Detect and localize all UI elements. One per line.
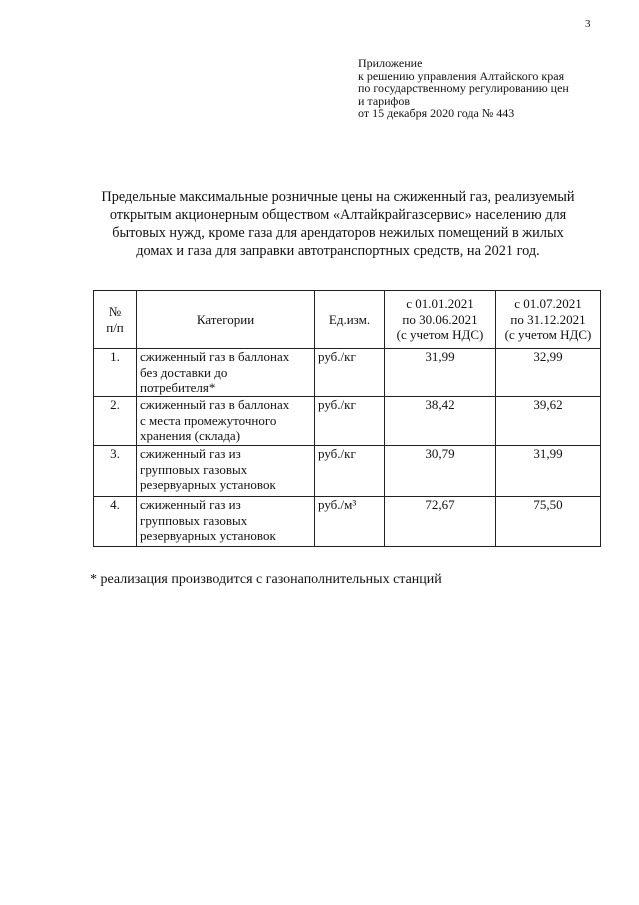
cell-price2: 31,99 <box>496 446 601 497</box>
header-num: № п/п <box>94 291 137 349</box>
price-table <box>93 290 601 547</box>
cell-unit: руб./кг <box>315 349 385 397</box>
cell-num: 3. <box>94 446 137 497</box>
cell-price1: 38,42 <box>385 397 496 446</box>
header-period1: с 01.01.2021 по 30.06.2021 (с учетом НДС) <box>385 291 496 349</box>
cell-category: сжиженный газ из групповых газовых резервуарных установок <box>137 446 315 497</box>
cell-unit: руб./кг <box>315 397 385 446</box>
appendix-header <box>358 57 569 120</box>
appendix-line: и тарифов <box>358 93 411 108</box>
appendix-line: по государственному регулированию цен <box>358 81 569 95</box>
table-row <box>94 349 601 397</box>
title-line: бытовых нужд, кроме газа для арендаторов нежилых помещений в жилых <box>112 225 564 241</box>
table-row <box>94 497 601 547</box>
cell-price1: 31,99 <box>385 349 496 397</box>
page-number: 3 <box>585 18 591 30</box>
table-row <box>94 397 601 446</box>
table-row <box>94 446 601 497</box>
title-line: домах и газа для заправки автотранспортных средств, на 2021 год. <box>136 243 540 259</box>
cell-price1: 30,79 <box>385 446 496 497</box>
title-line: открытым акционерным обществом «Алтайкрайгазсервис» населению для <box>109 207 567 223</box>
cell-category: сжиженный газ в баллонах с места промежуточного хранения (склада) <box>137 397 315 446</box>
appendix-line: к решению управления Алтайского края <box>358 68 565 83</box>
header-category: Категории <box>137 291 315 349</box>
cell-unit: руб./кг <box>315 446 385 497</box>
cell-unit: руб./м³ <box>315 497 385 547</box>
cell-num: 1. <box>94 349 137 397</box>
cell-category: сжиженный газ из групповых газовых резервуарных установок <box>137 497 315 547</box>
cell-num: 2. <box>94 397 137 446</box>
cell-price2: 39,62 <box>496 397 601 446</box>
footnote: * реализация производится с газонаполнительных станций <box>90 572 442 587</box>
appendix-line: Приложение <box>358 56 423 70</box>
cell-price2: 75,50 <box>496 497 601 547</box>
table-header-row <box>94 291 601 349</box>
cell-num: 4. <box>94 497 137 547</box>
cell-price2: 32,99 <box>496 349 601 397</box>
header-period2: с 01.07.2021 по 31.12.2021 (с учетом НДС) <box>496 291 601 349</box>
cell-price1: 72,67 <box>385 497 496 547</box>
cell-category: сжиженный газ в баллонах без доставки до потребителя* <box>137 349 315 397</box>
header-unit: Ед.изм. <box>315 291 385 349</box>
title-line: Предельные максимальные розничные цены на сжиженный газ, реализуемый <box>101 189 575 205</box>
document-title <box>70 188 606 260</box>
appendix-line: от 15 декабря 2020 года № 443 <box>358 106 515 120</box>
